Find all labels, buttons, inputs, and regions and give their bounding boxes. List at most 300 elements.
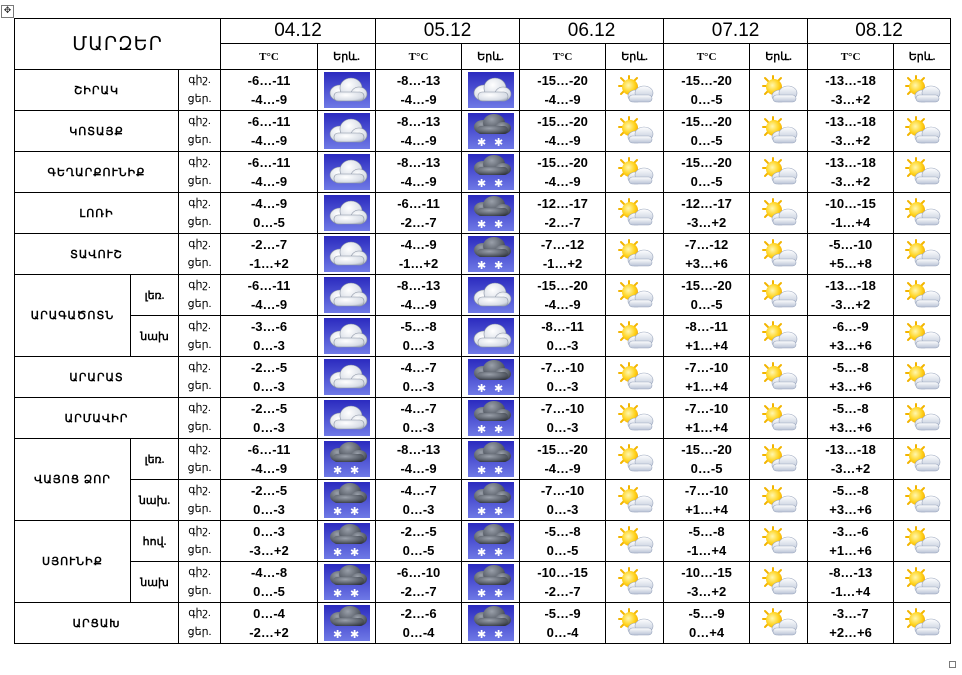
- day-temperature: -1…+4: [686, 543, 727, 558]
- period-labels: [179, 152, 221, 193]
- day-temperature: +5…+8: [829, 256, 872, 271]
- sun-cloud-icon: [902, 197, 942, 229]
- temperature-cell: [664, 193, 750, 234]
- temperature-cell: [376, 275, 462, 316]
- temperature-cell: [376, 480, 462, 521]
- day-temperature: -4…-9: [400, 297, 437, 312]
- day-label: ցեր.: [187, 257, 212, 269]
- weather-icon-cell: [318, 316, 376, 357]
- night-temperature: -8…-13: [396, 278, 441, 293]
- day-temperature: -4…-9: [250, 297, 288, 312]
- svg-text:✱: ✱: [332, 628, 342, 641]
- night-temperature: -8…-11: [541, 319, 584, 334]
- weather-icon-cell: [606, 193, 664, 234]
- temperature-cell: [808, 398, 894, 439]
- table-resize-handle[interactable]: [949, 661, 956, 668]
- svg-text:✱: ✱: [332, 505, 342, 518]
- temperature-cell: [808, 316, 894, 357]
- night-temperature: -5…-8: [544, 524, 581, 539]
- period-labels: [179, 316, 221, 357]
- temperature-cell: [376, 152, 462, 193]
- svg-text:✱: ✱: [332, 546, 342, 559]
- weather-icon-cell: [894, 603, 951, 644]
- temperature-cell: [376, 234, 462, 275]
- weather-icon-cell: [318, 234, 376, 275]
- night-temperature: -8…-11: [685, 319, 728, 334]
- temperature-cell: [520, 70, 606, 111]
- night-temperature: -15…-20: [681, 114, 732, 129]
- temperature-cell: [221, 111, 318, 152]
- temperature-cell: [664, 357, 750, 398]
- weather-icon-cell: [894, 111, 951, 152]
- night-temperature: -2…-7: [250, 237, 288, 252]
- night-label: գիշ.: [188, 361, 211, 373]
- night-temperature: -6…-9: [832, 319, 869, 334]
- svg-text:✱: ✱: [493, 587, 503, 600]
- period-labels: [179, 357, 221, 398]
- night-temperature: -10…-15: [825, 196, 876, 211]
- cloud-icon: [324, 277, 370, 313]
- cloud-icon: [324, 236, 370, 272]
- night-temperature: -4…-7: [400, 360, 437, 375]
- night-temperature: -6…-11: [247, 73, 291, 88]
- night-temperature: -15…-20: [537, 155, 588, 170]
- night-temperature: -2…-5: [400, 524, 437, 539]
- weather-forecast-table: [14, 18, 951, 644]
- weather-icon-cell: [318, 111, 376, 152]
- night-temperature: -7…-10: [540, 401, 585, 416]
- day-temperature: 0…-5: [546, 543, 579, 558]
- subregion-name: հով.: [131, 521, 179, 562]
- sun-cloud-icon: [759, 402, 799, 434]
- temperature-cell: [376, 111, 462, 152]
- night-temperature: -6…-10: [396, 565, 441, 580]
- sun-cloud-icon: [902, 156, 942, 188]
- svg-text:✱: ✱: [493, 505, 503, 518]
- night-temperature: -3…-7: [832, 606, 869, 621]
- day-temperature: 0…-3: [546, 338, 579, 353]
- period-labels: [179, 562, 221, 603]
- day-temperature: 0…-3: [253, 338, 285, 353]
- svg-text:✱: ✱: [493, 628, 503, 641]
- sun-cloud-icon: [902, 525, 942, 557]
- table-row: [15, 357, 951, 398]
- weather-icon-cell: [606, 152, 664, 193]
- day-label: ցեր.: [187, 544, 212, 556]
- date-header: 08.12: [808, 19, 951, 44]
- svg-text:✱: ✱: [332, 587, 342, 600]
- sun-cloud-icon: [759, 115, 799, 147]
- day-temperature: 0…-3: [253, 502, 285, 517]
- temperature-cell: [664, 275, 750, 316]
- day-temperature: -4…-9: [544, 174, 581, 189]
- sun-cloud-icon: [902, 74, 942, 106]
- table-row: [15, 111, 951, 152]
- temperature-cell: [520, 521, 606, 562]
- day-label: ցեր.: [187, 626, 212, 638]
- cloud-icon: [324, 72, 370, 108]
- weather-icon-cell: [462, 193, 520, 234]
- sun-cloud-icon: [759, 238, 799, 270]
- weather-icon-cell: [462, 111, 520, 152]
- weather-icon-cell: [750, 70, 808, 111]
- sun-cloud-icon: [902, 361, 942, 393]
- night-temperature: -4…-7: [400, 401, 437, 416]
- svg-text:✱: ✱: [493, 218, 503, 231]
- night-temperature: -15…-20: [681, 278, 732, 293]
- day-temperature: 0…-3: [402, 420, 435, 435]
- snow-cloud-icon: [468, 605, 514, 641]
- table-row: [15, 193, 951, 234]
- region-name: ԳԵՂԱՐՔՈՒՆԻՔ: [15, 152, 179, 193]
- night-label: գիշ.: [188, 402, 211, 414]
- night-temperature: -15…-20: [681, 442, 732, 457]
- svg-text:✱: ✱: [349, 505, 359, 518]
- night-temperature: -4…-9: [400, 237, 437, 252]
- night-temperature: -15…-20: [681, 155, 732, 170]
- night-temperature: -3…-6: [832, 524, 869, 539]
- temperature-cell: [664, 316, 750, 357]
- day-label: ցեր.: [187, 421, 212, 433]
- temperature-cell: [520, 357, 606, 398]
- night-temperature: -6…-11: [247, 278, 291, 293]
- weather-icon-cell: [750, 439, 808, 480]
- cloud-icon: [468, 318, 514, 354]
- night-temperature: 0…-4: [253, 606, 285, 621]
- day-temperature: 0…-3: [253, 420, 285, 435]
- day-temperature: -2…-7: [400, 215, 437, 230]
- weather-icon-cell: [318, 603, 376, 644]
- weather-icon-cell: [318, 193, 376, 234]
- phenomenon-column-header: Երև.: [894, 44, 951, 70]
- sun-cloud-icon: [615, 238, 655, 270]
- weather-icon-cell: [318, 521, 376, 562]
- day-temperature: -4…-9: [250, 461, 288, 476]
- day-temperature: 0…-5: [690, 461, 723, 476]
- date-header: 05.12: [376, 19, 520, 44]
- temperature-cell: [808, 357, 894, 398]
- region-name: ԱՐԱԳԱԾՈՏՆ: [15, 275, 131, 357]
- night-temperature: -4…-9: [250, 196, 288, 211]
- temperature-cell: [664, 111, 750, 152]
- svg-text:✱: ✱: [493, 259, 503, 272]
- weather-icon-cell: [894, 521, 951, 562]
- weather-icon-cell: [318, 439, 376, 480]
- temperature-cell: [221, 70, 318, 111]
- sun-cloud-icon: [759, 566, 799, 598]
- day-temperature: -4…-9: [544, 133, 581, 148]
- table-row: [15, 152, 951, 193]
- snow-cloud-icon: [468, 236, 514, 272]
- day-temperature: +3…+6: [829, 338, 872, 353]
- temperature-cell: [376, 316, 462, 357]
- temperature-cell: [808, 480, 894, 521]
- night-temperature: -7…-10: [684, 401, 729, 416]
- phenomenon-column-header: Երև.: [462, 44, 520, 70]
- day-temperature: -3…+2: [830, 174, 871, 189]
- night-temperature: -10…-15: [537, 565, 588, 580]
- day-temperature: -1…+2: [249, 256, 289, 271]
- sun-cloud-icon: [902, 115, 942, 147]
- day-temperature: 0…-5: [690, 133, 723, 148]
- night-temperature: -2…-5: [250, 483, 288, 498]
- night-label: գիշ.: [188, 279, 211, 291]
- temperature-cell: [520, 152, 606, 193]
- weather-icon-cell: [750, 562, 808, 603]
- night-temperature: -2…-5: [250, 401, 288, 416]
- table-row: [15, 562, 951, 603]
- sun-cloud-icon: [615, 443, 655, 475]
- night-temperature: -13…-18: [825, 155, 876, 170]
- night-temperature: -7…-12: [684, 237, 729, 252]
- day-temperature: 0…-3: [546, 502, 579, 517]
- sun-cloud-icon: [615, 156, 655, 188]
- cloud-icon: [324, 359, 370, 395]
- temperature-cell: [664, 480, 750, 521]
- night-temperature: -15…-20: [537, 442, 588, 457]
- temperature-cell: [808, 70, 894, 111]
- day-temperature: 0…-4: [546, 625, 579, 640]
- day-temperature: -3…+2: [686, 584, 727, 599]
- weather-icon-cell: [894, 234, 951, 275]
- phenomenon-column-header: Երև.: [318, 44, 376, 70]
- night-temperature: -15…-20: [537, 278, 588, 293]
- night-temperature: -8…-13: [828, 565, 873, 580]
- day-temperature: -4…-9: [400, 174, 437, 189]
- temperature-cell: [376, 439, 462, 480]
- temperature-cell: [221, 521, 318, 562]
- day-temperature: 0…+4: [689, 625, 725, 640]
- temperature-cell: [664, 521, 750, 562]
- temperature-cell: [808, 562, 894, 603]
- temperature-cell: [376, 398, 462, 439]
- temperature-cell: [664, 70, 750, 111]
- period-labels: [179, 193, 221, 234]
- day-temperature: -1…+2: [398, 256, 439, 271]
- sun-cloud-icon: [759, 74, 799, 106]
- subregion-name: նախ: [131, 562, 179, 603]
- region-name: ՎԱՅՈՑ ՁՈՐ: [15, 439, 131, 521]
- sun-cloud-icon: [902, 566, 942, 598]
- night-label: գիշ.: [188, 484, 211, 496]
- svg-text:✱: ✱: [493, 546, 503, 559]
- night-temperature: -5…-8: [400, 319, 437, 334]
- night-temperature: -4…-7: [400, 483, 437, 498]
- phenomenon-column-header: Երև.: [606, 44, 664, 70]
- table-row: [15, 275, 951, 316]
- night-temperature: -5…-8: [832, 483, 869, 498]
- svg-text:✱: ✱: [476, 177, 486, 190]
- temperature-cell: [664, 562, 750, 603]
- night-temperature: -7…-10: [540, 360, 585, 375]
- weather-icon-cell: [462, 480, 520, 521]
- temperature-cell: [520, 234, 606, 275]
- phenomenon-column-header: Երև.: [750, 44, 808, 70]
- snow-cloud-icon: [324, 441, 370, 477]
- temperature-cell: [664, 152, 750, 193]
- subregion-name: նախ.: [131, 480, 179, 521]
- sun-cloud-icon: [902, 238, 942, 270]
- snow-cloud-icon: [324, 605, 370, 641]
- temperature-cell: [520, 316, 606, 357]
- day-temperature: -3…+2: [830, 92, 871, 107]
- snow-cloud-icon: [468, 113, 514, 149]
- sun-cloud-icon: [615, 607, 655, 639]
- temperature-cell: [376, 562, 462, 603]
- day-label: ցեր.: [187, 339, 212, 351]
- temperature-cell: [221, 398, 318, 439]
- sun-cloud-icon: [759, 156, 799, 188]
- sun-cloud-icon: [615, 74, 655, 106]
- day-temperature: -3…+2: [830, 133, 871, 148]
- day-temperature: -3…+2: [686, 215, 727, 230]
- weather-icon-cell: [750, 275, 808, 316]
- cloud-icon: [468, 72, 514, 108]
- night-temperature: -7…-12: [540, 237, 585, 252]
- temperature-column-header: T°C: [520, 44, 606, 70]
- subregion-name: նախ: [131, 316, 179, 357]
- temperature-cell: [664, 234, 750, 275]
- day-temperature: +1…+4: [685, 338, 728, 353]
- day-label: ցեր.: [187, 380, 212, 392]
- weather-icon-cell: [462, 439, 520, 480]
- night-temperature: -2…-5: [250, 360, 288, 375]
- temperature-cell: [520, 193, 606, 234]
- period-labels: [179, 111, 221, 152]
- subregion-name: լեռ.: [131, 439, 179, 480]
- temperature-column-header: T°C: [808, 44, 894, 70]
- temperature-cell: [520, 275, 606, 316]
- date-header: 04.12: [221, 19, 376, 44]
- weather-icon-cell: [894, 275, 951, 316]
- night-temperature: -10…-15: [681, 565, 732, 580]
- period-labels: [179, 480, 221, 521]
- sun-cloud-icon: [615, 320, 655, 352]
- temperature-cell: [221, 357, 318, 398]
- sun-cloud-icon: [615, 402, 655, 434]
- svg-text:✱: ✱: [476, 218, 486, 231]
- svg-text:✱: ✱: [493, 423, 503, 436]
- night-temperature: -6…-11: [397, 196, 440, 211]
- day-label: ցեր.: [187, 585, 212, 597]
- temperature-cell: [664, 603, 750, 644]
- weather-icon-cell: [462, 398, 520, 439]
- sun-cloud-icon: [759, 525, 799, 557]
- weather-icon-cell: [606, 357, 664, 398]
- temperature-cell: [221, 152, 318, 193]
- weather-icon-cell: [462, 275, 520, 316]
- region-name: ԱՐՄԱՎԻՐ: [15, 398, 179, 439]
- weather-icon-cell: [606, 480, 664, 521]
- day-temperature: 0…-3: [402, 379, 435, 394]
- day-temperature: 0…-5: [690, 174, 723, 189]
- temperature-cell: [221, 480, 318, 521]
- table-row: [15, 480, 951, 521]
- weather-icon-cell: [894, 480, 951, 521]
- day-temperature: -2…-7: [544, 215, 581, 230]
- weather-icon-cell: [318, 398, 376, 439]
- day-temperature: 0…-3: [546, 420, 579, 435]
- sun-cloud-icon: [615, 361, 655, 393]
- day-temperature: 0…-3: [253, 379, 285, 394]
- table-row: [15, 439, 951, 480]
- period-labels: [179, 521, 221, 562]
- sun-cloud-icon: [902, 443, 942, 475]
- sun-cloud-icon: [759, 607, 799, 639]
- weather-icon-cell: [750, 603, 808, 644]
- day-temperature: +3…+6: [829, 379, 872, 394]
- weather-icon-cell: [750, 152, 808, 193]
- night-temperature: 0…-3: [253, 524, 285, 539]
- region-name: ՍՅՈՒՆԻՔ: [15, 521, 131, 603]
- table-move-handle-icon[interactable]: ✥: [1, 5, 14, 18]
- weather-icon-cell: [318, 152, 376, 193]
- table-row: [15, 70, 951, 111]
- weather-icon-cell: [606, 70, 664, 111]
- svg-text:✱: ✱: [476, 628, 486, 641]
- weather-icon-cell: [894, 70, 951, 111]
- night-temperature: -6…-11: [247, 155, 291, 170]
- night-label: գիշ.: [188, 115, 211, 127]
- cloud-icon: [324, 154, 370, 190]
- day-temperature: -4…-9: [400, 133, 437, 148]
- night-temperature: -12…-17: [681, 196, 732, 211]
- day-temperature: +1…+4: [685, 379, 728, 394]
- day-label: ցեր.: [187, 298, 212, 310]
- night-temperature: -8…-13: [396, 73, 441, 88]
- night-temperature: -13…-18: [825, 442, 876, 457]
- temperature-column-header: T°C: [664, 44, 750, 70]
- date-header: 06.12: [520, 19, 664, 44]
- night-temperature: -12…-17: [537, 196, 588, 211]
- svg-text:✱: ✱: [476, 464, 486, 477]
- day-temperature: 0…-3: [546, 379, 579, 394]
- temperature-cell: [221, 234, 318, 275]
- period-labels: [179, 398, 221, 439]
- day-temperature: +1…+4: [685, 502, 728, 517]
- day-label: ցեր.: [187, 216, 212, 228]
- day-temperature: 0…-3: [402, 502, 435, 517]
- night-temperature: -4…-8: [250, 565, 288, 580]
- temperature-cell: [808, 521, 894, 562]
- temperature-cell: [221, 316, 318, 357]
- night-label: գիշ.: [188, 443, 211, 455]
- temperature-cell: [808, 603, 894, 644]
- night-label: գիշ.: [188, 74, 211, 86]
- snow-cloud-icon: [324, 523, 370, 559]
- temperature-cell: [808, 152, 894, 193]
- svg-text:✱: ✱: [476, 546, 486, 559]
- temperature-cell: [808, 111, 894, 152]
- day-temperature: -2…-7: [400, 584, 437, 599]
- temperature-cell: [376, 193, 462, 234]
- weather-icon-cell: [894, 398, 951, 439]
- sun-cloud-icon: [759, 484, 799, 516]
- night-temperature: -3…-6: [250, 319, 288, 334]
- svg-text:✱: ✱: [476, 136, 486, 149]
- day-temperature: 0…-5: [402, 543, 435, 558]
- night-temperature: -7…-10: [540, 483, 585, 498]
- day-temperature: -2…+2: [249, 625, 289, 640]
- night-temperature: -7…-10: [684, 483, 729, 498]
- day-temperature: 0…-5: [253, 584, 285, 599]
- svg-text:✱: ✱: [493, 464, 503, 477]
- temperature-column-header: T°C: [221, 44, 318, 70]
- table-row: [15, 603, 951, 644]
- night-label: գիշ.: [188, 525, 211, 537]
- svg-text:✱: ✱: [476, 259, 486, 272]
- weather-icon-cell: [750, 357, 808, 398]
